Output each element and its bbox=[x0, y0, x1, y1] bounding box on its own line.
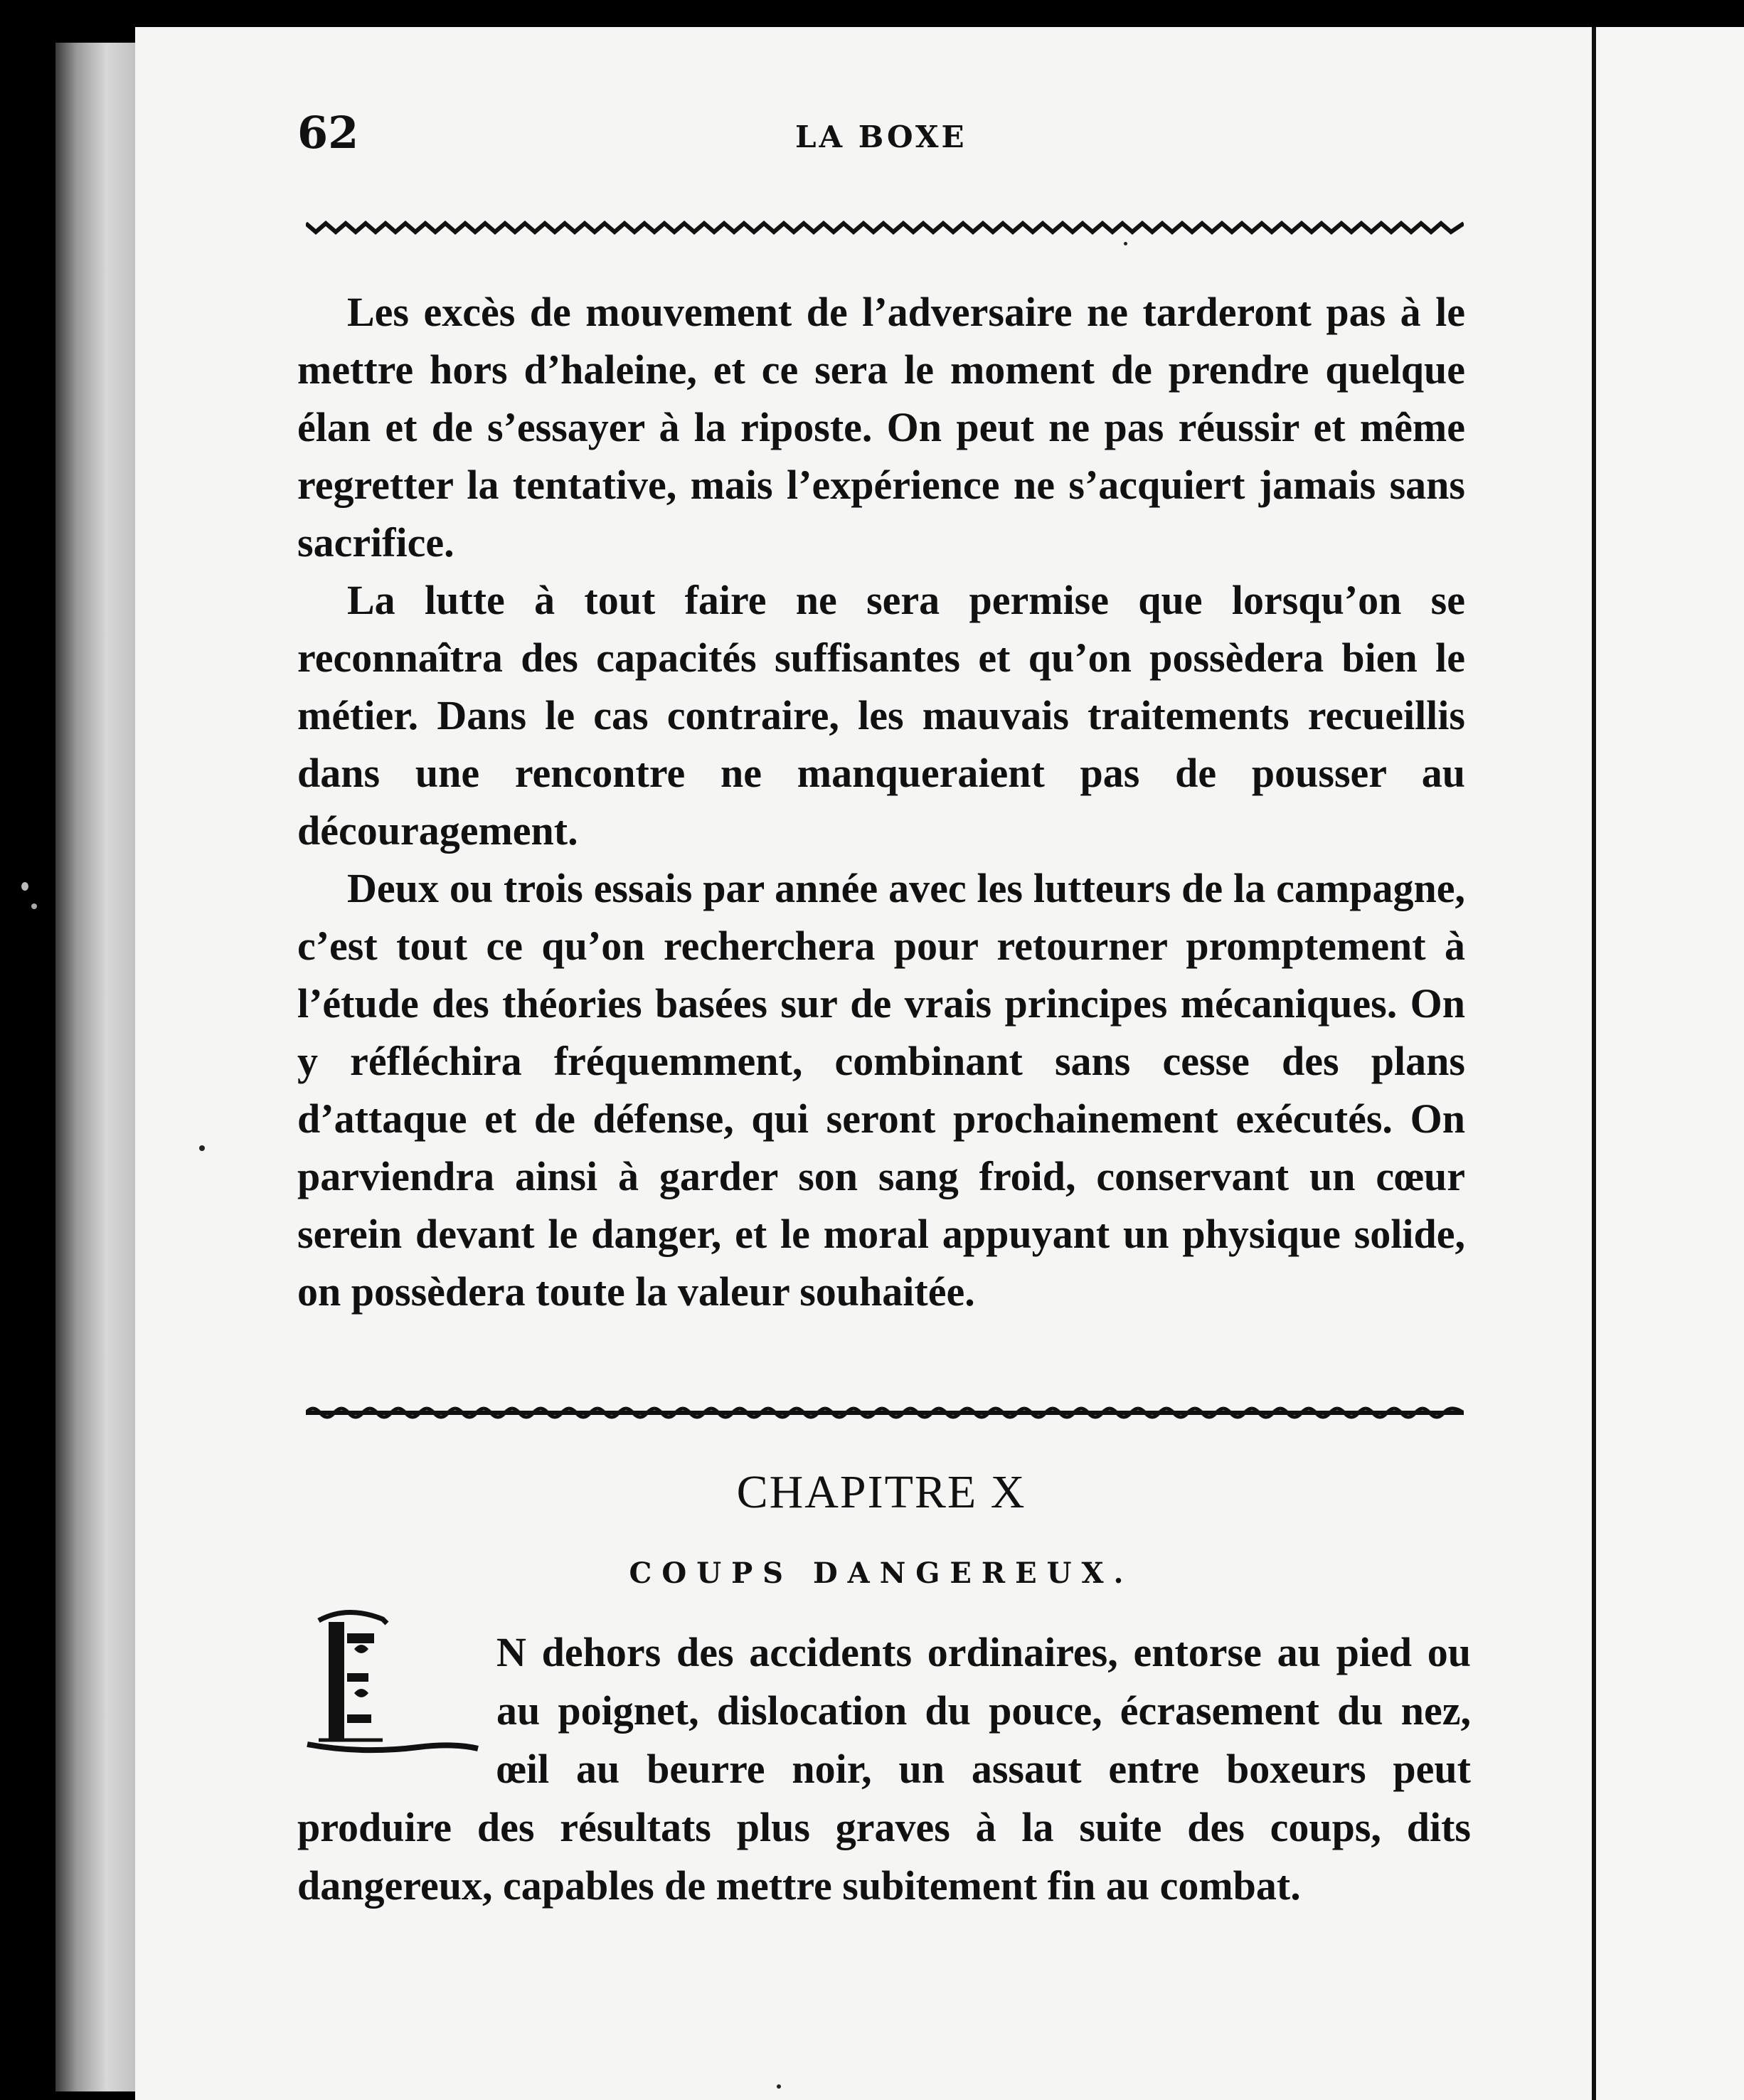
chapter-subtitle: COUPS DANGEREUX. bbox=[629, 1557, 1134, 1590]
facing-page-edge bbox=[1596, 27, 1744, 2100]
paragraph-3: Deux ou trois essais par année avec les lutteurs de la campagne, c’est tout ce qu’on recherchera pour retourner promptement à l’étude des théories basées sur de vrais principes mécaniques. On y réfléchira fréquemment, combinant sans cesse des plans d’attaque et de défense, qui seront prochainement exécutés. On parviendra ainsi à garder son sang froid, conservant un cœur serein devant le danger, et le moral appuyant un physique solide, on possèdera toute la valeur souhaitée. bbox=[297, 865, 1465, 1315]
top-ornament-rule bbox=[306, 215, 1464, 238]
paragraph-2: La lutte à tout faire ne sera permise que lorsqu’on se reconnaîtra des capacités suffisantes et qu’on possèdera bien le métier. Dans le cas contraire, les mauvais traitements recueillis dans une rencontre ne manqueraient pas de pousser au découragement. bbox=[297, 577, 1465, 854]
drop-cap-space bbox=[297, 1623, 496, 1794]
book-page-edge bbox=[55, 43, 141, 2091]
chapter-title: CHAPITRE X bbox=[736, 1466, 1026, 1518]
chapter-opening-text bbox=[297, 1623, 1471, 1915]
chapter-ornament-rule bbox=[306, 1403, 1464, 1423]
chapter-opening-sentence: N dehors des accidents ordinaires, entorse au pied ou au poignet, dislocation du pouce, écrasement du nez, œil au beurre noir, un assaut entre boxeurs peut produire des résultats plus graves à la suite des coups, dits dangereux, capables de mettre subitement fin au combat. bbox=[297, 1629, 1471, 1909]
body-text bbox=[297, 283, 1465, 1320]
running-header bbox=[297, 107, 1471, 164]
running-title: LA BOXE bbox=[795, 120, 967, 154]
page-number: 62 bbox=[297, 107, 359, 159]
paragraph-1: Les excès de mouvement de l’adversaire ne tarderont pas à le mettre hors d’haleine, et ce sera le moment de prendre quelque élan et de s’essayer à la riposte. On peut ne pas réussir et même regretter la tentative, mais l’expérience ne s’acquiert jamais sans sacrifice. bbox=[297, 289, 1465, 566]
